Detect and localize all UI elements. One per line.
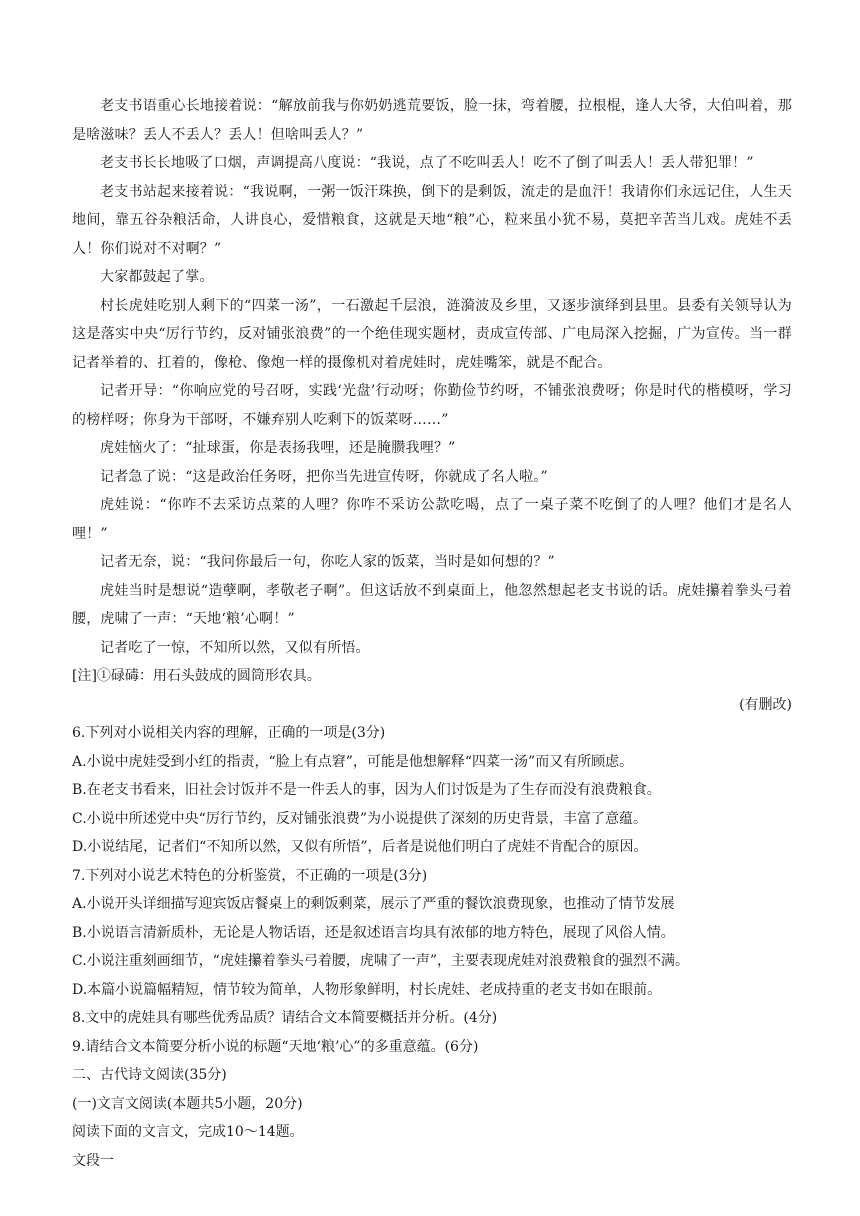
story-paragraph-6: 记者开导：“你响应党的号召呀，实践‘光盘’行动呀；你勤俭节约呀，不铺张浪费呀；你是时代的楷模呀，学习的榜样呀；你身为干部呀，不嫌弃别人吃剩下的饭菜呀……” bbox=[72, 383, 792, 428]
section-heading: 二、古代诗文阅读(35分) bbox=[72, 1067, 227, 1083]
question-7-option-d: D.本篇小说篇幅精短，情节较为简单，人物形象鲜明，村长虎娃、老成持重的老支书如在眼前。 bbox=[72, 981, 662, 998]
section-instruction: 阅读下面的文言文，完成10～14题。 bbox=[72, 1124, 304, 1140]
story-paragraph-3: 老支书站起来接着说：“我说啊，一粥一饭汗珠换，倒下的是剩饭，流走的是血汗！我请你们永远记住，人生天地间，靠五谷杂粮活命，人讲良心，爱惜粮食，这就是天地“粮”心，粒来虽小犹不易，莫把辛苦当儿戏。虎娃不丢人！你们说对不对啊？” bbox=[72, 183, 792, 257]
story-paragraph-11: 虎娃当时是想说“造孽啊，孝敬老子啊”。但这话放不到桌面上，他忽然想起老支书说的话。虎娃攥着拳头弓着腰，虎啸了一声：“天地‘粮’心啊！” bbox=[72, 582, 792, 627]
question-7-stem: 7.下列对小说艺术特色的分析鉴赏，不正确的一项是(3分) bbox=[72, 867, 428, 884]
story-paragraph-2: 老支书长长地吸了口烟，声调提高八度说：“我说，点了不吃叫丢人！吃不了倒了叫丢人！丢人带犯罪！” bbox=[100, 155, 754, 171]
story-paragraph-4: 大家都鼓起了掌。 bbox=[100, 269, 214, 285]
story-paragraph-12: 记者吃了一惊，不知所以然，又似有所悟。 bbox=[100, 639, 370, 656]
question-6-option-c: C.小说中所述党中央“厉行节约，反对铺张浪费”为小说提供了深刻的历史背景，丰富了意蕴。 bbox=[72, 810, 647, 827]
question-9-stem: 9.请结合文本简要分析小说的标题“天地‘粮’心”的多重意蕴。(6分) bbox=[72, 1038, 479, 1055]
story-paragraph-1: 老支书语重心长地接着说：“解放前我与你奶奶逃荒要饭，脸一抹，弯着腰，拉根棍，逢人大爷，大伯叫着，那是啥滋味？丢人不丢人？丢人！但啥叫丢人？” bbox=[72, 98, 792, 143]
story-paragraph-7: 虎娃恼火了：“扯球蛋，你是表扬我哩，还是腌臜我哩？” bbox=[100, 440, 456, 456]
question-8-stem: 8.文中的虎娃具有哪些优秀品质？请结合文本简要概括并分析。(4分) bbox=[72, 1010, 498, 1026]
question-7-option-a: A.小说开头详细描写迎宾饭店餐桌上的剩饭剩菜，展示了严重的餐饮浪费现象，也推动了情节发展 bbox=[72, 896, 675, 912]
segment-label: 文段一 bbox=[72, 1152, 114, 1169]
question-6-stem: 6.下列对小说相关内容的理解，正确的一项是(3分) bbox=[72, 725, 386, 741]
story-paragraph-9: 虎娃说：“你咋不去采访点菜的人哩？你咋不采访公款吃喝，点了一桌子菜不吃倒了的人哩？他们才是名人哩！” bbox=[72, 497, 792, 542]
story-paragraph-8: 记者急了说：“这是政治任务呀，把你当先进宣传呀，你就成了名人啦。” bbox=[100, 468, 548, 485]
story-paragraph-10: 记者无奈，说：“我问你最后一句，你吃人家的饭菜，当时是如何想的？” bbox=[100, 554, 555, 570]
document-page bbox=[72, 92, 792, 1175]
section-subheading: (一)文言文阅读(本题共5小题，20分) bbox=[72, 1095, 303, 1112]
question-7-option-c: C.小说注重刻画细节，“虎娃攥着拳头弓着腰，虎啸了一声”，主要表现虎娃对浪费粮食的强烈不满。 bbox=[72, 953, 689, 969]
footnote: [注]①碌碡：用石头鼓成的圆筒形农具。 bbox=[72, 668, 321, 684]
question-6-option-b: B.在老支书看来，旧社会讨饭并不是一件丢人的事，因为人们讨饭是为了生存而没有浪费粮食。 bbox=[72, 782, 661, 798]
source-note: (有删改) bbox=[739, 696, 792, 713]
question-6-option-a: A.小说中虎娃受到小红的指责，“脸上有点窘”，可能是他想解释“四菜一汤”而又有所顾虑。 bbox=[72, 753, 634, 770]
question-6-option-d: D.小说结尾，记者们“不知所以然，又似有所悟”，后者是说他们明白了虎娃不肯配合的原因。 bbox=[72, 839, 648, 855]
question-7-option-b: B.小说语言清新质朴，无论是人物话语，还是叙述语言均具有浓郁的地方特色，展现了风俗人情。 bbox=[72, 924, 675, 941]
story-paragraph-5: 村长虎娃吃别人剩下的“四菜一汤”，一石激起千层浪，涟漪波及乡里，又逐步演绎到县里。县委有关领导认为这是落实中央“厉行节约，反对铺张浪费”的一个绝佳现实题材，责成宣传部、广电局深入挖掘，广为宣传。当一群记者举着的、扛着的，像枪、像炮一样的摄像机对着虎娃时，虎娃嘴笨，就是不配合。 bbox=[72, 297, 792, 371]
